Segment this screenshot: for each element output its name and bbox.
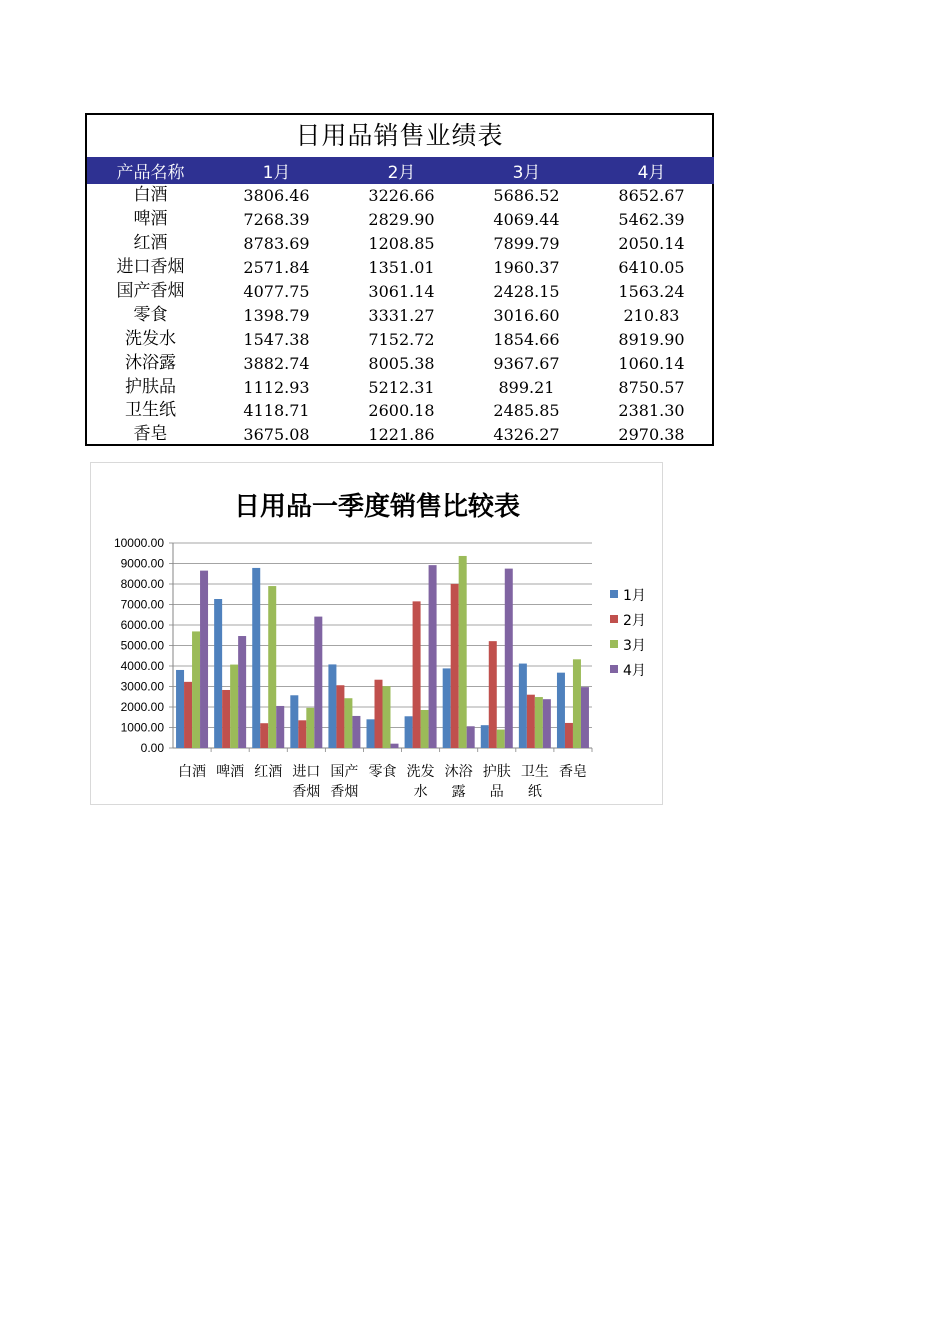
header-month-4: 4月 — [589, 157, 714, 184]
sales-value-cell: 8005.38 — [368, 353, 435, 373]
bar — [192, 631, 200, 748]
table-row — [87, 280, 714, 304]
sales-value-cell: 8783.69 — [243, 234, 310, 254]
sales-value-cell: 3061.14 — [368, 282, 435, 301]
bar — [557, 673, 565, 748]
sales-value-cell: 3016.60 — [493, 305, 560, 325]
x-tick-label: 水 — [413, 784, 428, 800]
table-row — [87, 232, 714, 256]
sales-table — [87, 157, 714, 447]
bar — [527, 695, 535, 748]
bar — [328, 664, 336, 748]
legend-swatch — [610, 640, 618, 648]
bar — [352, 716, 360, 748]
bar — [200, 571, 208, 748]
bar — [459, 556, 467, 748]
sales-value-cell: 2571.84 — [243, 258, 310, 278]
sales-value-cell: 1960.37 — [493, 258, 560, 278]
y-tick-label: 4000.00 — [120, 659, 164, 673]
bar — [260, 723, 268, 748]
sales-value-cell: 1398.79 — [243, 305, 310, 325]
sales-value-cell: 8652.67 — [618, 186, 685, 206]
bar — [467, 726, 475, 748]
x-tick-label: 啤酒 — [216, 764, 245, 780]
y-tick-label: 2000.00 — [120, 700, 164, 714]
sales-value-cell: 1547.38 — [243, 329, 310, 349]
x-tick-label: 红酒 — [254, 764, 283, 780]
sales-value-cell: 5212.31 — [368, 377, 435, 397]
sales-value-cell: 1351.01 — [368, 258, 435, 278]
sales-value-cell: 2428.15 — [493, 282, 560, 301]
sales-value-cell: 2600.18 — [368, 401, 435, 421]
product-name-cell: 香皂 — [133, 424, 168, 445]
sales-value-cell: 4077.75 — [243, 282, 310, 301]
bar — [230, 665, 238, 748]
x-tick-label: 品 — [489, 784, 504, 800]
x-tick-label: 国产 — [330, 764, 359, 780]
table-row — [87, 256, 714, 280]
sales-value-cell: 2970.38 — [618, 425, 685, 445]
x-tick-label: 纸 — [527, 784, 542, 800]
bar — [314, 617, 322, 748]
sales-value-cell: 1854.66 — [493, 329, 560, 349]
sales-value-cell: 899.21 — [498, 377, 555, 397]
legend-label: 1月 — [623, 588, 646, 604]
bar — [383, 686, 391, 748]
header-product-name: 产品名称 — [87, 157, 214, 184]
bar — [505, 569, 513, 748]
sales-table-frame — [85, 113, 714, 446]
sales-value-cell: 5462.39 — [618, 210, 685, 230]
legend-swatch — [610, 590, 618, 598]
sales-value-cell: 5686.52 — [493, 186, 560, 206]
y-tick-label: 0.00 — [140, 741, 164, 755]
product-name-cell: 洗发水 — [125, 328, 176, 349]
product-name-cell: 零食 — [133, 304, 168, 325]
sales-value-cell: 3806.46 — [243, 186, 310, 206]
bar — [405, 716, 413, 748]
product-name-cell: 啤酒 — [133, 209, 168, 230]
x-tick-label: 洗发 — [406, 764, 435, 780]
product-name-cell: 卫生纸 — [125, 400, 176, 421]
x-tick-label: 白酒 — [178, 764, 207, 780]
x-tick-label: 香烟 — [292, 784, 321, 800]
table-row — [87, 327, 714, 351]
sales-value-cell: 3226.66 — [368, 186, 435, 206]
product-name-cell: 白酒 — [133, 185, 168, 206]
bar — [306, 708, 314, 748]
bar — [276, 706, 284, 748]
bar — [421, 710, 429, 748]
chart-svg — [91, 463, 664, 806]
sales-value-cell: 1221.86 — [368, 425, 435, 445]
sales-value-cell: 2050.14 — [618, 234, 685, 254]
sales-value-cell: 8919.90 — [618, 329, 685, 349]
table-row — [87, 351, 714, 375]
bar — [543, 699, 551, 748]
bar — [390, 744, 398, 748]
sales-value-cell: 6410.05 — [618, 258, 685, 278]
product-name-cell: 红酒 — [133, 233, 168, 254]
header-month-3: 3月 — [464, 157, 589, 184]
bar — [497, 730, 505, 748]
sales-value-cell: 8750.57 — [618, 377, 685, 397]
bar — [519, 664, 527, 748]
y-tick-label: 1000.00 — [120, 720, 164, 735]
bar — [336, 685, 344, 748]
sales-value-cell: 4069.44 — [493, 210, 560, 230]
table-row — [87, 423, 714, 447]
bar — [375, 680, 383, 748]
header-month-1: 1月 — [214, 157, 339, 184]
sales-value-cell: 7268.39 — [243, 210, 310, 230]
sales-value-cell: 4326.27 — [493, 425, 560, 445]
bar — [222, 690, 230, 748]
bar — [290, 695, 298, 748]
table-row — [87, 303, 714, 327]
bar — [489, 641, 497, 748]
sales-value-cell: 1563.24 — [618, 282, 685, 301]
table-row — [87, 184, 714, 208]
sales-value-cell: 7899.79 — [493, 234, 560, 254]
y-tick-label: 9000.00 — [120, 556, 164, 571]
table-title: 日用品销售业绩表 — [295, 121, 504, 150]
bar — [238, 636, 246, 748]
sales-value-cell: 7152.72 — [368, 329, 435, 349]
sales-value-cell: 210.83 — [623, 305, 680, 325]
bar — [451, 584, 459, 748]
x-tick-label: 零食 — [368, 764, 397, 780]
table-row — [87, 208, 714, 232]
bar — [581, 687, 589, 748]
product-name-cell: 沐浴露 — [125, 352, 176, 373]
y-tick-label: 6000.00 — [120, 618, 164, 632]
x-tick-label: 香皂 — [558, 764, 587, 780]
bar — [184, 682, 192, 748]
sales-value-cell: 1112.93 — [243, 377, 310, 397]
sales-value-cell: 1208.85 — [368, 234, 435, 254]
legend-label: 4月 — [623, 663, 646, 679]
sales-value-cell: 9367.67 — [493, 353, 560, 373]
bar — [481, 725, 489, 748]
table-header-row — [87, 157, 714, 184]
y-tick-label: 7000.00 — [120, 597, 164, 612]
x-tick-label: 沐浴 — [444, 764, 473, 780]
x-tick-label: 卫生 — [520, 764, 549, 780]
bar — [298, 720, 306, 748]
bar — [573, 659, 581, 748]
legend-swatch — [610, 615, 618, 623]
table-row — [87, 399, 714, 423]
table-row — [87, 375, 714, 399]
sales-value-cell: 2485.85 — [493, 401, 560, 421]
bar — [367, 719, 375, 748]
sales-chart — [90, 462, 663, 805]
y-tick-label: 8000.00 — [120, 577, 164, 591]
bar — [413, 601, 421, 748]
product-name-cell: 进口香烟 — [116, 257, 185, 278]
bar — [214, 599, 222, 748]
y-tick-label: 10000.00 — [113, 536, 164, 550]
x-tick-label: 护肤 — [482, 764, 511, 780]
bar — [443, 668, 451, 748]
bar — [535, 697, 543, 748]
bar — [429, 565, 437, 748]
sales-value-cell: 2381.30 — [618, 401, 685, 421]
bar — [268, 586, 276, 748]
bar — [344, 698, 352, 748]
product-name-cell: 护肤品 — [125, 376, 176, 397]
sales-value-cell: 3331.27 — [368, 305, 435, 325]
sales-value-cell: 3882.74 — [243, 353, 310, 373]
y-tick-label: 5000.00 — [120, 638, 164, 653]
y-tick-label: 3000.00 — [120, 679, 164, 694]
x-tick-label: 露 — [451, 784, 466, 800]
sales-value-cell: 2829.90 — [368, 210, 435, 230]
bar — [252, 568, 260, 748]
bar — [176, 670, 184, 748]
sales-value-cell: 1060.14 — [618, 353, 685, 373]
legend-label: 2月 — [623, 613, 646, 629]
x-tick-label: 进口 — [292, 764, 321, 780]
legend-swatch — [610, 665, 618, 673]
chart-title: 日用品一季度销售比较表 — [233, 492, 521, 522]
table-body — [87, 184, 714, 447]
header-month-2: 2月 — [339, 157, 464, 184]
product-name-cell: 国产香烟 — [116, 281, 185, 301]
bar — [565, 723, 573, 748]
sales-value-cell: 4118.71 — [243, 401, 310, 421]
legend-label: 3月 — [623, 638, 646, 654]
x-tick-label: 香烟 — [330, 784, 359, 800]
sales-value-cell: 3675.08 — [243, 425, 310, 445]
